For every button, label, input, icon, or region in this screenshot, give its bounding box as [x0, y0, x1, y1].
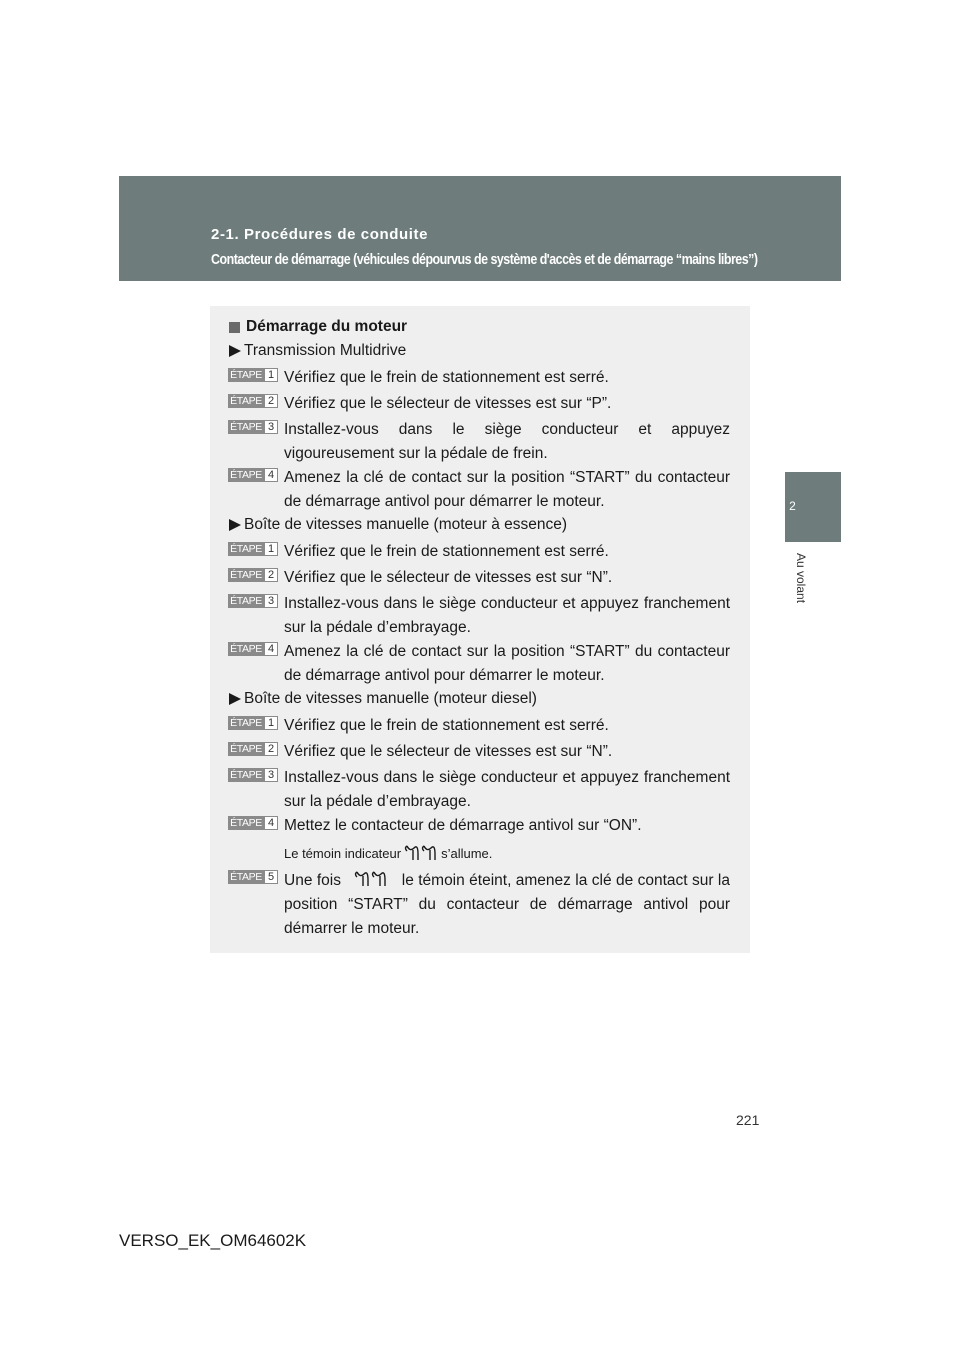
- step-badge: ÉTAPE 1: [228, 368, 278, 382]
- step-text: Une fois le témoin éteint, amenez la clé de contact sur la position “START” du contacteur de démarrage antivol pour démarrer le moteur.: [284, 868, 730, 941]
- chapter-tab-number: 2: [789, 499, 796, 513]
- square-bullet-icon: [229, 322, 240, 333]
- step-badge: ÉTAPE 3: [228, 768, 278, 782]
- group-title-text: Boîte de vitesses manuelle (moteur diesel): [244, 690, 537, 707]
- step-text: Vérifiez que le sélecteur de vitesses est sur “N”.: [284, 569, 613, 586]
- step-badge: ÉTAPE 2: [228, 394, 278, 408]
- step-badge: ÉTAPE 3: [228, 420, 278, 434]
- step-badge: ÉTAPE 2: [228, 568, 278, 582]
- step-badge: ÉTAPE 4: [228, 642, 278, 656]
- page-number: 221: [736, 1112, 760, 1128]
- glow-plug-indicator-icon: [345, 868, 397, 890]
- step-badge: ÉTAPE 3: [228, 594, 278, 608]
- step-item: [226, 418, 730, 466]
- note-text: Le témoin indicateur: [284, 845, 402, 861]
- step-text: Mettez le contacteur de démarrage antivol sur “ON”.: [284, 817, 642, 834]
- step-item: [226, 366, 730, 390]
- chapter-tab: [785, 472, 841, 542]
- step-item: [226, 392, 730, 416]
- step-badge: ÉTAPE 1: [228, 716, 278, 730]
- page-subtitle: Contacteur de démarrage (véhicules dépourvus de système d'accès et de démarrage “mains libres”): [211, 252, 758, 268]
- group-title-text: Boîte de vitesses manuelle (moteur à essence): [244, 516, 568, 533]
- step-text: Installez-vous dans le siège conducteur et appuyez vigoureusement sur la pédale de frein.: [284, 421, 730, 462]
- triangle-bullet-icon: [229, 345, 241, 357]
- step-item: [226, 714, 730, 738]
- step-item: [226, 566, 730, 590]
- step-text: Vérifiez que le frein de stationnement est serré.: [284, 543, 609, 560]
- step-text: Installez-vous dans le siège conducteur et appuyez franchement sur la pédale d’embrayage.: [284, 595, 730, 636]
- section-title: 2-1. Procédures de conduite: [211, 226, 429, 243]
- step-text: Amenez la clé de contact sur la position “START” du contacteur de démarrage antivol pour démarrer le moteur.: [284, 469, 730, 510]
- step-badge: ÉTAPE 4: [228, 468, 278, 482]
- group-title: [229, 690, 537, 708]
- step-item: [226, 540, 730, 564]
- triangle-bullet-icon: [229, 693, 241, 705]
- chapter-tab-label: Au volant: [794, 553, 808, 604]
- step-item: [226, 466, 730, 514]
- step-text: Vérifiez que le sélecteur de vitesses est sur “P”.: [284, 395, 612, 412]
- step-badge: ÉTAPE 1: [228, 542, 278, 556]
- step-item: [226, 740, 730, 764]
- step-item: [226, 640, 730, 688]
- step-item: [226, 592, 730, 640]
- triangle-bullet-icon: [229, 519, 241, 531]
- indicator-note: [284, 842, 492, 864]
- step-badge: ÉTAPE 5: [228, 870, 278, 884]
- step-item: [226, 766, 730, 814]
- step-text: Vérifiez que le frein de stationnement est serré.: [284, 369, 609, 386]
- glow-plug-indicator-icon: [401, 842, 441, 864]
- step-badge: ÉTAPE 2: [228, 742, 278, 756]
- section-heading: [229, 318, 407, 336]
- step-text: Vérifiez que le sélecteur de vitesses est sur “N”.: [284, 743, 613, 760]
- note-text-end: s’allume.: [441, 845, 493, 861]
- content-box: [210, 306, 750, 953]
- step-badge: ÉTAPE 4: [228, 816, 278, 830]
- step-text: Vérifiez que le frein de stationnement est serré.: [284, 717, 609, 734]
- section-heading-text: Démarrage du moteur: [246, 318, 408, 335]
- document-code: VERSO_EK_OM64602K: [119, 1231, 307, 1250]
- step-text: Installez-vous dans le siège conducteur et appuyez franchement sur la pédale d’embrayage.: [284, 769, 730, 810]
- group-title-text: Transmission Multidrive: [244, 342, 407, 359]
- chapter-header: [119, 176, 841, 281]
- step-item: [226, 814, 730, 838]
- group-title: [229, 342, 406, 360]
- step-item: [226, 868, 730, 941]
- group-title: [229, 516, 567, 534]
- step-text: Amenez la clé de contact sur la position “START” du contacteur de démarrage antivol pour démarrer le moteur.: [284, 643, 730, 684]
